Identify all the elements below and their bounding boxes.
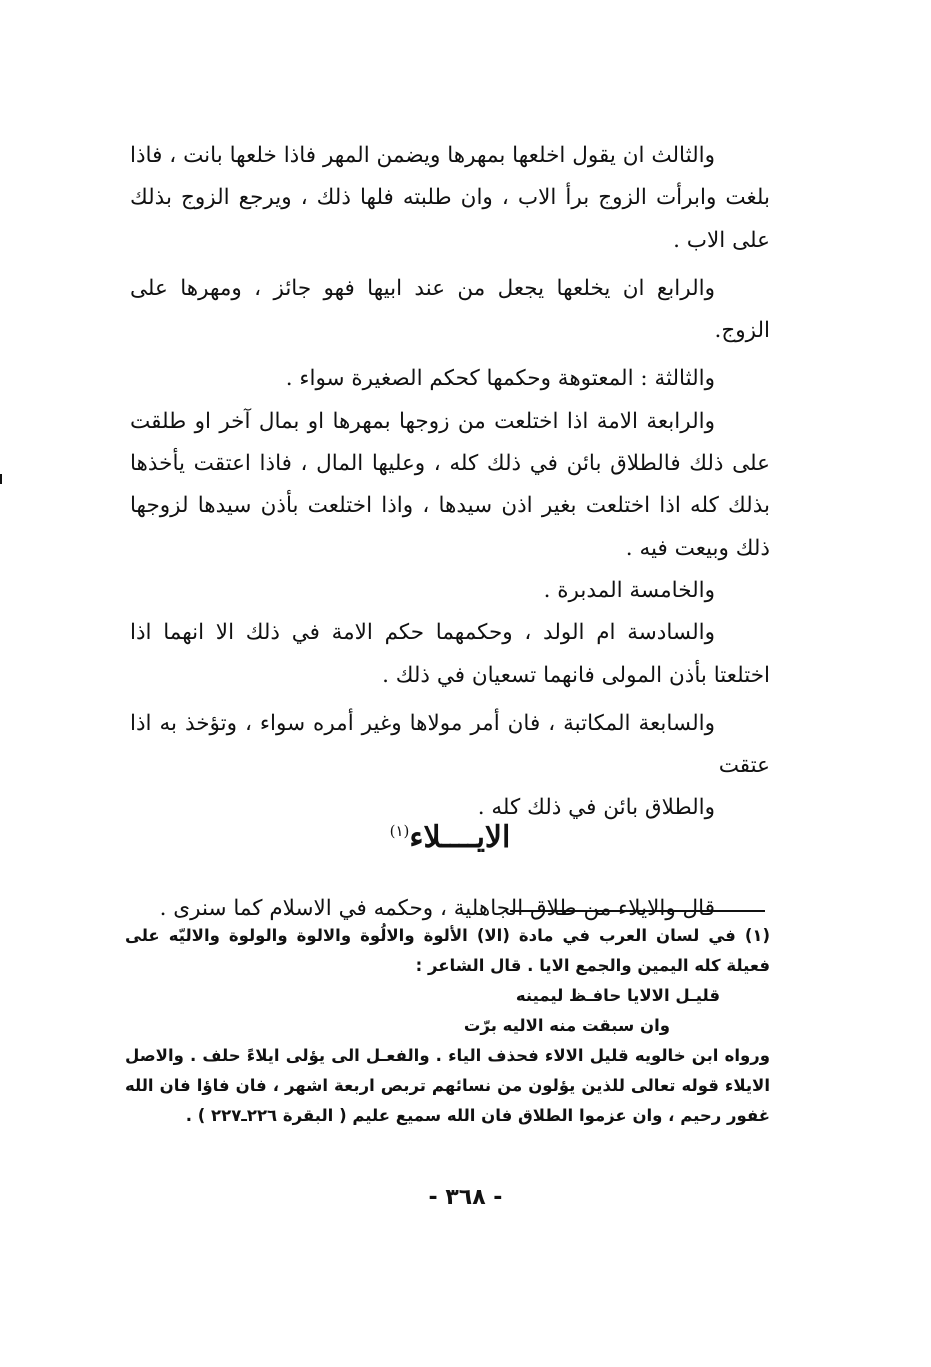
footnote-separator xyxy=(510,910,765,912)
footnote-verse-line-2: وان سبقت منه الاليه برّت xyxy=(463,1016,670,1035)
section-intro: قال والايلاء من طلاق الجاهلية ، وحكمه في الاسلام كما سنرى . xyxy=(159,895,715,921)
paragraph-sixth-woman: والسادسة ام الولد ، وحكمهما حكم الامة في ذلك الا انهما اذا اختلعتا بأذن المولى فانهما تسعيان في ذلك . xyxy=(130,620,770,688)
paragraph-seventh-woman: والسابعة المكاتبة ، فان أمر مولاها وغير أمره سواء ، وتؤخذ به اذا عتقت xyxy=(130,710,770,779)
page-number: - ٣٦٨ - xyxy=(428,1185,503,1210)
footnotes xyxy=(125,921,770,1131)
paragraph-fourth-case: والرابع ان يخلعها يجعل من عند ابيها فهو جائز ، ومهرها على الزوج. xyxy=(130,275,770,344)
paragraph-divorce-note: والطلاق بائن في ذلك كله . xyxy=(477,795,715,821)
paragraph-fifth-woman: والخامسة المدبرة . xyxy=(543,577,715,603)
paragraph-third-woman: والثالثة : المعتوهة وحكمها كحكم الصغيرة سواء . xyxy=(285,366,715,392)
footnote-rest-text: ورواه ابن خالويه قليل الالاء فحذف الياء . والفعـل الى يؤلى ايلاءً حلف . والاصل الايلاء قوله تعالى للذين يؤلون من نسائهم تربص اربعة اشهر ، فان فاؤا فان الله غفور رحيم ، وان عزموا الطلاق فان الله سميع عليم ( البقرة ٢٢٦ـ٢٢٧ ) . xyxy=(125,1046,770,1125)
footnote-first-text: (١) في لسان العرب في مادة (الا) الألوة والالُوة والالوة والولوة والاليّه على فعيلة كله اليمين والجمع الايا . قال الشاعر : xyxy=(125,926,770,975)
section-heading xyxy=(130,806,770,863)
scan-edge-mark xyxy=(0,474,2,484)
paragraph-third-case: والثالث ان يقول اخلعها بمهرها ويضمن المهر فاذا خلعها بانت ، فاذا بلغت وابرأت الزوج برأ الاب ، وان طلبته فلها ذلك ، ويرجع الزوج بذلك على الاب . xyxy=(130,143,770,253)
footnote-verse-line-1: قليـل الالايا حافـظ ليمينه xyxy=(515,986,720,1005)
paragraph-fourth-woman: والرابعة الامة اذا اختلعت من زوجها بمهرها او بمال آخر او طلقت على ذلك فالطلاق بائن في ذلك كله ، وعليها المال ، فاذا اعتقت يأخذها بذلك كله اذا اختلعت بغير اذن سيدها ، واذا اختلعت بأذن سيدها لزوجها ذلك وبيعت فيه . xyxy=(130,408,770,561)
footnote-marker: (١) xyxy=(389,822,410,840)
main-text xyxy=(130,135,770,830)
section-title: الايــــلاء xyxy=(409,820,511,855)
